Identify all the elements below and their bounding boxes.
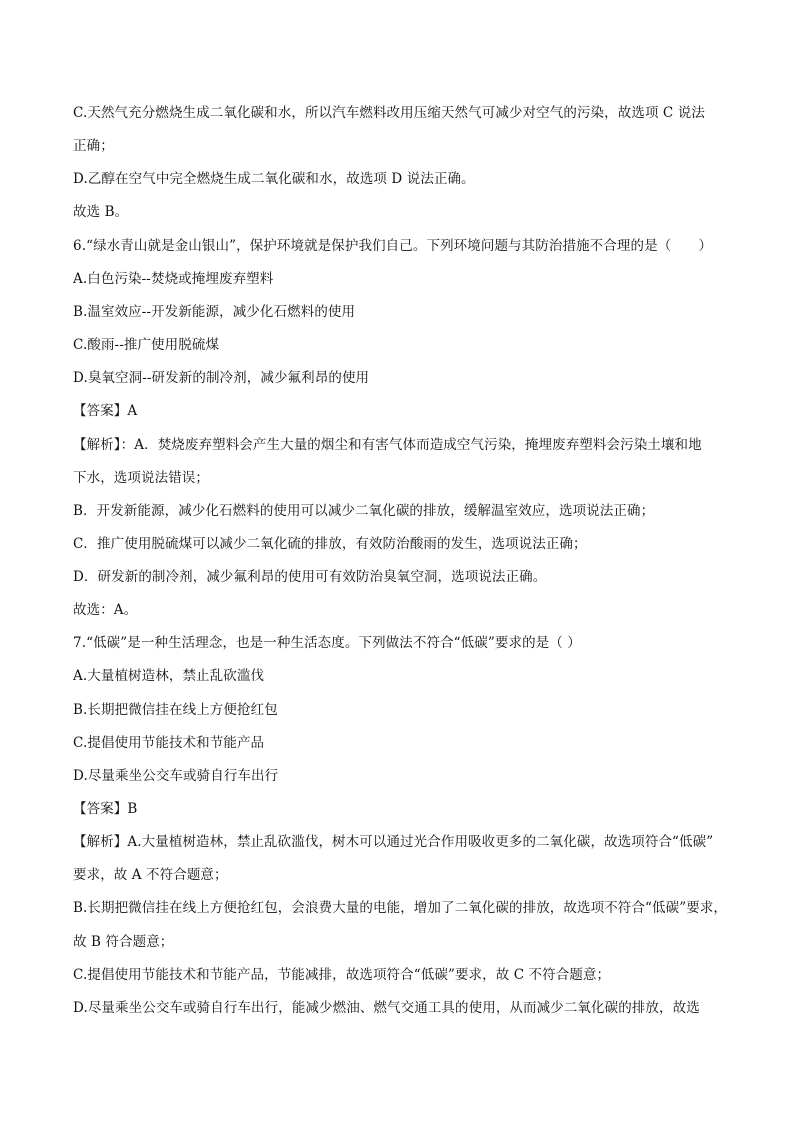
text-line: D.尽量乘坐公交车或骑自行车出行，能减少燃油、燃气交通工具的使用，从而减少二氧化碳的排放，故选: [73, 1000, 700, 1016]
text-line: C.提倡使用节能技术和节能产品，节能减排，故选项符合“低碳”要求，故 C 不符合题意；: [73, 967, 611, 983]
text-line: 正确；: [73, 138, 114, 154]
option-b: B.长期把微信挂在线上方便抢红包: [73, 702, 278, 718]
answer-label: 【答案】A: [73, 403, 138, 419]
option-d: D.臭氧空洞--研发新的制冷剂，减少氟利昂的使用: [73, 370, 370, 386]
text-line: 下水，选项说法错误；: [73, 470, 209, 486]
option-a: A.大量植树造林，禁止乱砍滥伐: [73, 668, 265, 684]
text-line: D.乙醇在空气中完全燃烧生成二氧化碳和水，故选项 D 说法正确。: [73, 171, 475, 187]
text-line: B．开发新能源，减少化石燃料的使用可以减少二氧化碳的排放，缓解温室效应，选项说法正确；: [73, 503, 655, 519]
text-line: C．推广使用脱硫煤可以减少二氧化硫的排放，有效防治酸雨的发生，选项说法正确；: [73, 536, 587, 552]
answer-label: 【答案】B: [73, 801, 138, 817]
text-line: D．研发新的制冷剂，减少氟利昂的使用可有效防治臭氧空洞，选项说法正确。: [73, 569, 547, 585]
text-line: 故 B 符合题意；: [73, 934, 174, 950]
option-d: D.尽量乘坐公交车或骑自行车出行: [73, 768, 279, 784]
text-line: 要求，故 A 不符合题意；: [73, 867, 228, 883]
text-line: B.长期把微信挂在线上方便抢红包，会浪费大量的电能，增加了二氧化碳的排放，故选项不符合“低碳”要求，: [73, 900, 728, 916]
option-c: C.提倡使用节能技术和节能产品: [73, 735, 265, 751]
text-line: 故选 B。: [73, 204, 129, 220]
text-line: 故选：A。: [73, 602, 138, 618]
option-b: B.温室效应--开发新能源，减少化石燃料的使用: [73, 304, 356, 320]
question-7-stem: 7.“低碳”是一种生活理念，也是一种生活态度。下列做法不符合“低碳”要求的是（ ）: [73, 635, 581, 651]
option-c: C.酸雨--推广使用脱硫煤: [73, 337, 220, 353]
analysis-text: 【解析】：A．焚烧废弃塑料会产生大量的烟尘和有害气体而造成空气污染，掩埋废弃塑料会污染土壤和地: [73, 437, 702, 453]
question-6-stem: 6.“绿水青山就是金山银山”，保护环境就是保护我们自己。下列环境问题与其防治措施不合理的是（ ）: [73, 238, 713, 254]
analysis-text: 【解析】A.大量植树造林，禁止乱砍滥伐，树木可以通过光合作用吸收更多的二氧化碳，故选项符合“低碳”: [73, 834, 714, 850]
text-line: C.天然气充分燃烧生成二氧化碳和水，所以汽车燃料改用压缩天然气可减少对空气的污染，故选项 C 说法: [73, 105, 705, 121]
option-a: A.白色污染--焚烧或掩埋废弃塑料: [73, 271, 274, 287]
